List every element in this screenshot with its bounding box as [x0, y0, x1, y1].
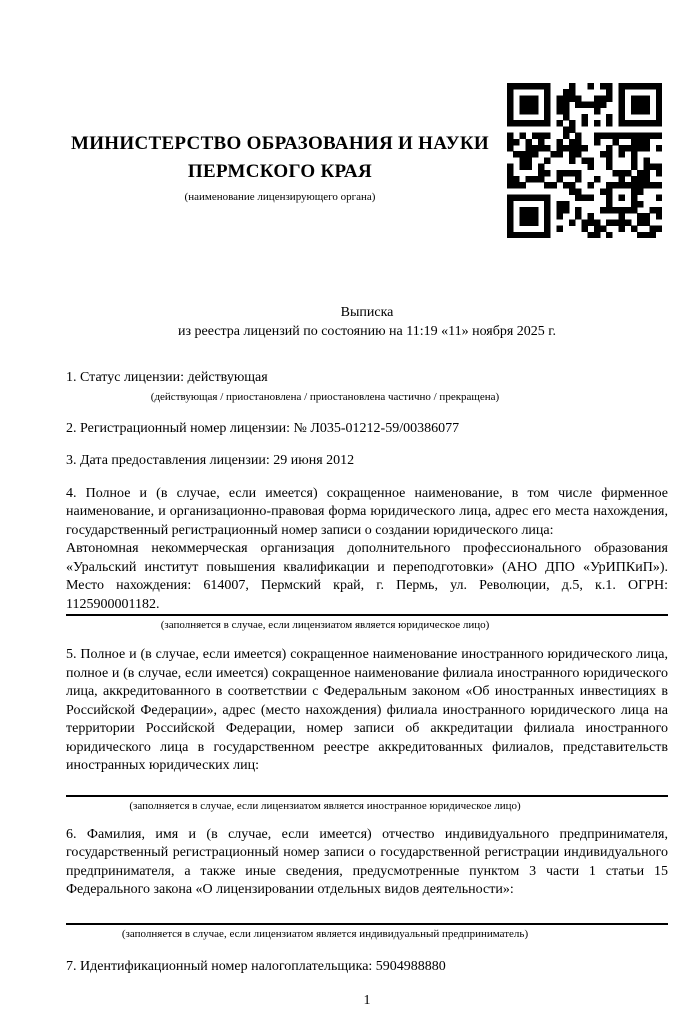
item-foreign-entity-value [66, 776, 668, 795]
item-foreign-entity [66, 646, 668, 813]
item-registration-number: 2. Регистрационный номер лицензии: № Л035-01212-59/00386077 [66, 420, 460, 436]
item-legal-entity [66, 485, 668, 633]
qr-code-icon [507, 83, 662, 238]
document-body [66, 304, 668, 1011]
fill-line [66, 923, 668, 925]
fill-line [66, 614, 668, 616]
item-legal-entity-value: Автономная некоммерческая организация дополнительного профессионального образования «Уральский институт повышения квалификации и переподготовки» (АНО ДПО «УрИПКиП»). Место нахождения: 614007, Пермский край, г. Пермь, ул. Революции, д.5, к.1. ОГРН: 1125900001182. [66, 541, 668, 612]
document-title-line1: Выписка [340, 305, 394, 320]
item-grant-date: 3. Дата предоставления лицензии: 29 июня 2012 [66, 453, 355, 468]
licensing-authority-block [66, 130, 494, 204]
document-title-line2: из реестра лицензий по состоянию на 11:19 «11» ноября 2025 г. [178, 323, 556, 339]
item-individual-entrepreneur [66, 826, 668, 941]
page-number: 1 [363, 993, 371, 1008]
item-legal-entity-caption: (заполняется в случае, если лицензиатом является юридическое лицо) [160, 619, 490, 631]
item-legal-entity-label: 4. Полное и (в случае, если имеется) сокращенное наименование, в том числе фирменное наименование, и организационно-правовая форма юридического лица, адрес его места нахождения, государственный регистрационный номер записи о создании юридического лица: [66, 485, 668, 538]
document-header [0, 0, 700, 258]
item-individual-entrepreneur-caption: (заполняется в случае, если лицензиатом является индивидуальный предприниматель) [121, 927, 529, 940]
item-taxpayer-number: 7. Идентификационный номер налогоплательщика: 5904988880 [66, 958, 446, 974]
ministry-name-line2: ПЕРМСКОГО КРАЯ [187, 161, 373, 182]
document-title [66, 304, 668, 341]
item-foreign-entity-caption: (заполняется в случае, если лицензиатом является иностранное юридическое лицо) [129, 799, 521, 812]
item-individual-entrepreneur-value [66, 900, 668, 923]
item-foreign-entity-label: 5. Полное и (в случае, если имеется) сокращенное наименование иностранного юридического лица, полное и (в случае, если имеется) сокращенное наименование филиала иностранного юридического лица, аккредитованного в соответствии с Федеральным законом «Об иностранных инвестициях в Российской Федерации», адрес (место нахождения) филиала иностранного юридического лица на территории Российской Федерации, номер записи об аккредитации филиала иностранного юридического лица в государственном реестре аккредитованных филиалов, представительств иностранных юридических лиц: [66, 647, 668, 773]
item-license-status: 1. Статус лицензии: действующая [66, 370, 268, 385]
ministry-name-line1: МИНИСТЕРСТВО ОБРАЗОВАНИЯ И НАУКИ [70, 133, 490, 154]
item-individual-entrepreneur-label: 6. Фамилия, имя и (в случае, если имеется) отчество индивидуального предпринимателя, государственный регистрационный номер записи о государственной регистрации индивидуального предпринимателя, а также иные сведения, предусмотренные пунктом 3 части 1 статьи 15 Федерального закона «О лицензировании отдельных видов деятельности»: [66, 826, 668, 897]
fill-line [66, 795, 668, 797]
item-license-status-caption: (действующая / приостановлена / приостановлена частично / прекращена) [150, 390, 500, 403]
ministry-caption: (наименование лицензирующего органа) [184, 191, 376, 203]
